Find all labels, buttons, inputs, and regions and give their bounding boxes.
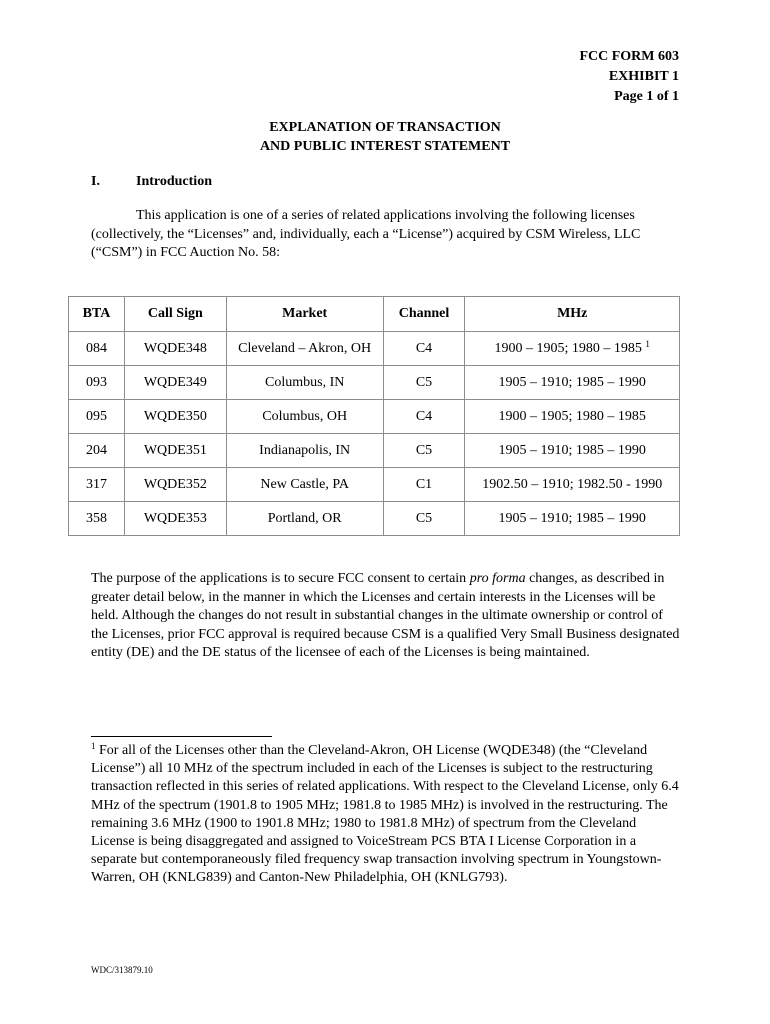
cell-bta: 204 bbox=[69, 434, 125, 468]
cell-channel: C5 bbox=[383, 366, 465, 400]
cell-mhz: 1900 – 1905; 1980 – 1985 bbox=[465, 400, 680, 434]
cell-channel: C1 bbox=[383, 468, 465, 502]
cell-call-sign: WQDE350 bbox=[124, 400, 226, 434]
cell-mhz: 1902.50 – 1910; 1982.50 - 1990 bbox=[465, 468, 680, 502]
licenses-table bbox=[68, 296, 680, 536]
exhibit-number: EXHIBIT 1 bbox=[608, 69, 679, 84]
cell-market: New Castle, PA bbox=[226, 468, 383, 502]
cell-channel: C5 bbox=[383, 502, 465, 536]
cell-bta: 084 bbox=[69, 332, 125, 366]
form-header bbox=[579, 47, 679, 107]
column-header-bta: BTA bbox=[69, 297, 125, 332]
cell-bta: 093 bbox=[69, 366, 125, 400]
cell-bta: 358 bbox=[69, 502, 125, 536]
purpose-italic-term: pro forma bbox=[469, 571, 526, 586]
section-number: I. bbox=[91, 174, 100, 189]
table-row bbox=[69, 366, 680, 400]
cell-mhz bbox=[465, 332, 680, 366]
table-row bbox=[69, 434, 680, 468]
table-row bbox=[69, 332, 680, 366]
cell-channel: C4 bbox=[383, 332, 465, 366]
footnote-reference: 1 bbox=[645, 338, 650, 349]
table-header-row bbox=[69, 297, 680, 332]
cell-channel: C4 bbox=[383, 400, 465, 434]
cell-mhz: 1905 – 1910; 1985 – 1990 bbox=[465, 434, 680, 468]
column-header-call-sign: Call Sign bbox=[124, 297, 226, 332]
form-number: FCC FORM 603 bbox=[579, 49, 679, 64]
footnote-divider bbox=[91, 736, 272, 737]
footnote bbox=[91, 742, 683, 888]
cell-call-sign: WQDE353 bbox=[124, 502, 226, 536]
cell-call-sign: WQDE349 bbox=[124, 366, 226, 400]
footnote-text: For all of the Licenses other than the Cleveland-Akron, OH License (WQDE348) (the “Cleveland License”) all 10 MHz of the spectrum included in each of the Licenses is subject to the restructuring transaction reflected in this series of related applications. With respect to the Cleveland License, only 6.4 MHz of the spectrum (1901.8 to 1905 MHz; 1981.8 to 1985 MHz) is involved in the restructuring. The remaining 3.6 MHz (1900 to 1901.8 MHz; 1980 to 1981.8 MHz) of spectrum from the Cleveland License is being disaggregated and assigned to VoiceStream PCS BTA I License Corporation in a separate but contemporaneously filed frequency swap transaction involving spectrum in Youngstown-Warren, OH (KNLG839) and Canton-New Philadelphia, OH (KNLG793). bbox=[91, 743, 679, 886]
intro-paragraph: This application is one of a series of related applications involving the following licenses (collectively, the “Licenses” and, individually, each a “License”) acquired by CSM Wireless, LLC (“CSM”) in FCC Auction No. 58: bbox=[91, 208, 641, 260]
cell-market: Columbus, OH bbox=[226, 400, 383, 434]
cell-market: Indianapolis, IN bbox=[226, 434, 383, 468]
cell-mhz: 1905 – 1910; 1985 – 1990 bbox=[465, 366, 680, 400]
cell-market: Portland, OR bbox=[226, 502, 383, 536]
cell-call-sign: WQDE352 bbox=[124, 468, 226, 502]
table-row bbox=[69, 400, 680, 434]
page-indicator: Page 1 of 1 bbox=[614, 89, 679, 104]
purpose-text-end: changes, as described in greater detail below, in the manner in which the Licenses and certain interests in the Licenses will be held. Although the changes do not result in substantial changes in the ultimate ownership or control of the Licenses, prior FCC approval is required because CSM is a qualified Very Small Business designated entity (DE) and the DE status of the licensee of each of the Licenses is being maintained. bbox=[91, 571, 680, 660]
purpose-text-start: The purpose of the applications is to secure FCC consent to certain bbox=[91, 571, 470, 586]
column-header-channel: Channel bbox=[383, 297, 465, 332]
cell-call-sign: WQDE351 bbox=[124, 434, 226, 468]
footnote-marker: 1 bbox=[91, 741, 96, 751]
document-id: WDC/313879.10 bbox=[91, 965, 153, 975]
column-header-market: Market bbox=[226, 297, 383, 332]
section-heading bbox=[91, 172, 212, 191]
cell-bta: 317 bbox=[69, 468, 125, 502]
document-title bbox=[0, 118, 770, 156]
column-header-mhz: MHz bbox=[465, 297, 680, 332]
cell-mhz: 1905 – 1910; 1985 – 1990 bbox=[465, 502, 680, 536]
section-title: Introduction bbox=[136, 174, 212, 189]
cell-market: Columbus, IN bbox=[226, 366, 383, 400]
cell-market: Cleveland – Akron, OH bbox=[226, 332, 383, 366]
purpose-paragraph bbox=[91, 570, 681, 663]
cell-call-sign: WQDE348 bbox=[124, 332, 226, 366]
cell-bta: 095 bbox=[69, 400, 125, 434]
cell-mhz-value: 1900 – 1905; 1980 – 1985 bbox=[494, 340, 642, 356]
title-line-1: EXPLANATION OF TRANSACTION bbox=[269, 120, 501, 135]
title-line-2: AND PUBLIC INTEREST STATEMENT bbox=[259, 139, 511, 154]
cell-channel: C5 bbox=[383, 434, 465, 468]
table-row bbox=[69, 468, 680, 502]
table-row bbox=[69, 502, 680, 536]
